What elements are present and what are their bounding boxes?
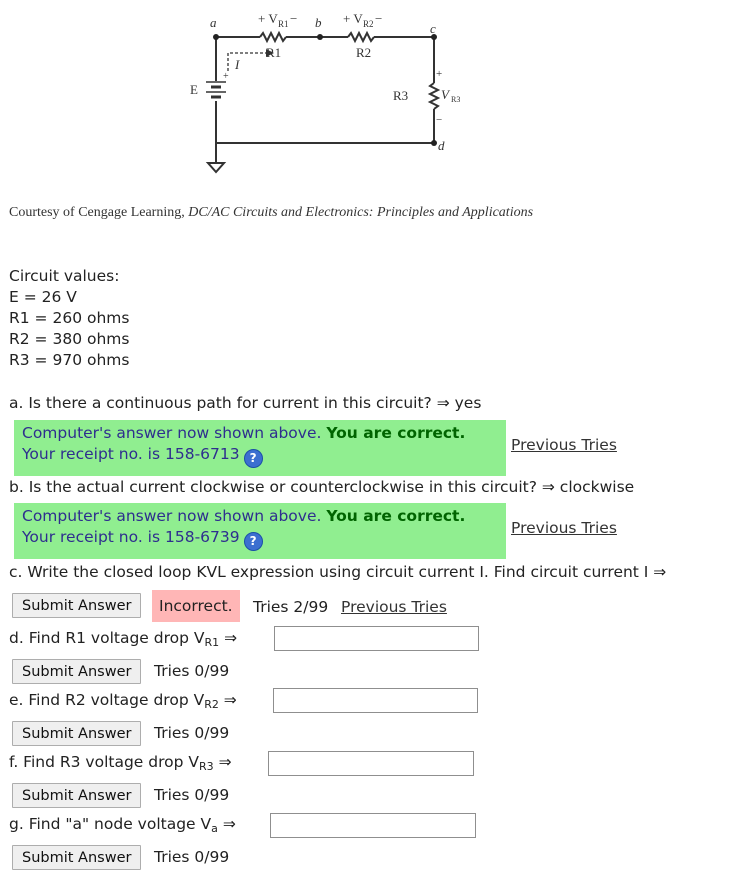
answer-b-box (14, 503, 506, 559)
r3-label: R3 (393, 88, 409, 103)
values-heading: Circuit values: (9, 267, 120, 285)
battery (206, 82, 226, 97)
value-r1: R1 = 260 ohms (9, 309, 130, 327)
submit-button-f[interactable]: Submit Answer (12, 783, 141, 808)
r1-label: R1 (266, 45, 282, 60)
question-e-text: e. Find R2 voltage drop V (9, 691, 205, 709)
circuit-values (9, 266, 129, 371)
node-b-dot (317, 34, 323, 40)
tries-c: Tries 2/99 (253, 598, 329, 616)
vr3-sub-label: R3 (451, 95, 460, 104)
submit-button-e[interactable]: Submit Answer (12, 721, 141, 746)
question-d (9, 629, 237, 649)
question-b: b. Is the actual current clockwise or counterclockwise in this circuit? ⇒ clockwise (9, 478, 635, 496)
answer-b-correct: You are correct. (326, 507, 466, 525)
tries-g: Tries 0/99 (154, 848, 230, 866)
vr2-plus-label: + V (343, 11, 363, 26)
question-d-sub: R1 (204, 636, 220, 649)
value-r3: R3 = 970 ohms (9, 351, 130, 369)
question-f-sub: R3 (199, 760, 214, 773)
arrow-icon: ⇒ (224, 629, 238, 647)
credit-prefix: Courtesy of Cengage Learning, (9, 205, 189, 220)
submit-button-c[interactable]: Submit Answer (12, 593, 141, 618)
previous-tries-link-b[interactable]: Previous Tries (511, 519, 617, 537)
node-b-label: b (315, 15, 322, 30)
node-a-label: a (210, 15, 217, 30)
value-e: E = 26 V (9, 288, 77, 306)
tries-d: Tries 0/99 (154, 662, 230, 680)
question-e-sub: R2 (204, 698, 219, 711)
question-c: c. Write the closed loop KVL expression using circuit current I. Find circuit current I ⇒ (9, 563, 667, 581)
battery-plus-label: + (223, 71, 229, 82)
e-label: E (190, 82, 198, 97)
node-d-dot (431, 140, 437, 146)
node-d-label: d (438, 138, 445, 153)
r2-label: R2 (356, 45, 372, 60)
answer-a-receipt: Your receipt no. is 158-6713 (22, 445, 240, 463)
question-a: a. Is there a continuous path for current in this circuit? ⇒ yes (9, 394, 482, 412)
vr1-sub-label: R1 (278, 19, 289, 29)
node-c-label: c (430, 21, 436, 36)
vr3-minus-label: − (436, 114, 443, 126)
arrow-icon: ⇒ (218, 753, 232, 771)
node-a-dot (213, 34, 219, 40)
question-f-text: f. Find R3 voltage drop V (9, 753, 199, 771)
previous-tries-link-a[interactable]: Previous Tries (511, 436, 617, 454)
resistor-r1 (260, 33, 286, 41)
tries-e: Tries 0/99 (154, 724, 230, 742)
answer-a-line: Computer's answer now shown above. (22, 424, 327, 442)
vr1-plus-label: + V (258, 11, 278, 26)
answer-b-receipt: Your receipt no. is 158-6739 (22, 528, 240, 546)
question-g (9, 815, 236, 835)
ground-icon (208, 163, 224, 172)
help-icon[interactable]: ? (244, 532, 263, 551)
answer-a-box (14, 420, 506, 476)
previous-tries-link-c[interactable]: Previous Tries (341, 598, 447, 616)
submit-button-d[interactable]: Submit Answer (12, 659, 141, 684)
question-d-text: d. Find R1 voltage drop V (9, 629, 205, 647)
answer-input-e[interactable] (273, 688, 478, 713)
current-arrow (228, 53, 266, 71)
vr3-label: V (441, 87, 449, 102)
arrow-icon: ⇒ (222, 815, 236, 833)
vr1-minus-label: − (290, 11, 298, 26)
question-f (9, 753, 232, 773)
incorrect-badge: Incorrect. (152, 590, 240, 622)
question-e (9, 691, 237, 711)
question-g-sub: a (211, 822, 218, 835)
answer-input-g[interactable] (270, 813, 476, 838)
resistor-r2 (348, 33, 374, 41)
answer-input-d[interactable] (274, 626, 479, 651)
answer-input-f[interactable] (268, 751, 474, 776)
resistor-r3 (430, 83, 438, 109)
image-credit (9, 205, 533, 221)
value-r2: R2 = 380 ohms (9, 330, 130, 348)
answer-a-correct: You are correct. (326, 424, 466, 442)
answer-b-line: Computer's answer now shown above. (22, 507, 327, 525)
circuit-diagram (170, 5, 460, 180)
vr2-minus-label: − (375, 11, 383, 26)
vr3-plus-label: + (436, 68, 443, 80)
current-label: I (235, 57, 240, 72)
credit-title: DC/AC Circuits and Electronics: Principles and Applications (188, 205, 534, 220)
submit-button-g[interactable]: Submit Answer (12, 845, 141, 870)
tries-f: Tries 0/99 (154, 786, 230, 804)
help-icon[interactable]: ? (244, 449, 263, 468)
question-g-text: g. Find "a" node voltage V (9, 815, 212, 833)
vr2-sub-label: R2 (363, 19, 374, 29)
arrow-icon: ⇒ (223, 691, 237, 709)
